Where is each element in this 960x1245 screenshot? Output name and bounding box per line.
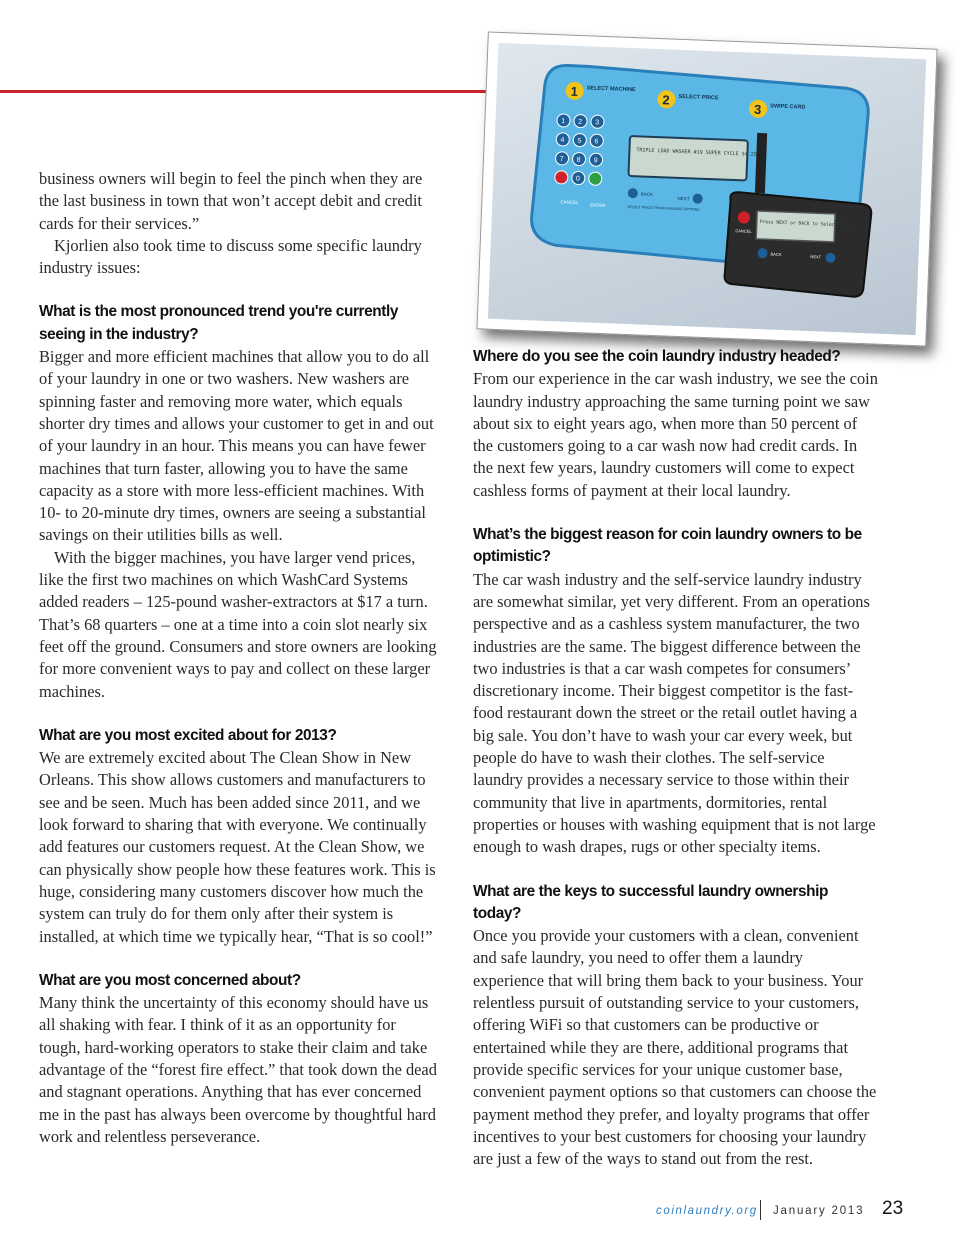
question-heading: What are you most concerned about? — [39, 971, 301, 989]
answer-paragraph: Many think the uncertainty of this economy should have us all shaking with fear. I think of it as an opportunity for tough, hard-working operators to stake their claim and take advantage of the “forest fire effect.” that took down the dead and stagnant operations. Anything that has ever concerned me in the past has always been overcome by thoughtful hard work and relentless perseverance. — [39, 993, 437, 1146]
answer-paragraph: Once you provide your customers with a clean, convenient and safe laundry, you need to offer them a laundry experience that will bring them back to your business. Your relentless pursuit of outstanding service to your customers, offering WiFi so that customers can be productive or entertained while they are there, additional programs that provide specific services for your unique customer base, convenient payment options so that customers can choose the payment method they prefer, and loyalty programs that offer incentives to your best customers for choosing your laundry are just a few of the ways to stand out from the rest. — [473, 926, 877, 1169]
card-terminal-illustration — [489, 43, 907, 314]
question-heading: What are you most excited about for 2013? — [39, 726, 337, 744]
keypad-key-label: 7 — [559, 155, 564, 164]
back-label: BACK — [640, 191, 654, 197]
paragraph: business owners will begin to feel the pinch when they are the last business in town that won’t accept debit and credit cards for their services.” — [39, 169, 423, 233]
keypad-key — [555, 171, 568, 184]
step-1-number: 1 — [570, 83, 579, 99]
photo-image — [488, 43, 926, 335]
step-1-label: SELECT MACHINE — [586, 85, 636, 94]
step-3-number: 3 — [753, 101, 762, 118]
answer-paragraph: From our experience in the car wash industry, we see the coin laundry industry approaching the same turning point we saw about six to eight years ago, when more than 50 percent of the customers going to a car wash now had credit cards. In the next few years, laundry customers will come to expect cashless forms of payment at their local laundry. — [473, 369, 878, 500]
keypad-key-label: 0 — [575, 175, 581, 183]
keypad-key-label: 9 — [593, 157, 598, 165]
answer-paragraph: We are extremely excited about The Clean Show in New Orleans. This show allows customers and manufacturers to see and be seen. Much has been added since 2011, and we look forward to sharing that with everyone. We continually add features our customers request. At the Clean Show, we can physically show people how these features work. This is huge, considering many customers discover how much the system can truly do for them only after their system is installed, at which time we typically hear, “That is so cool!” — [39, 748, 436, 946]
left-column — [39, 168, 439, 1148]
footer-issue-date: January 2013 — [773, 1205, 865, 1217]
question-heading: What is the most pronounced trend you're currently seeing in the industry? — [39, 303, 399, 343]
header-accent-rule — [0, 90, 540, 93]
keypad-key-label: 8 — [576, 156, 581, 164]
footer-divider — [760, 1200, 761, 1220]
footer-site-link[interactable]: coinlaundry.org — [656, 1205, 758, 1217]
reader-lcd-text: Press NEXT or BACK to Select Price — [759, 220, 854, 229]
answer-paragraph: The car wash industry and the self-service laundry industry are somewhat similar, yet very different. From an operations perspective and as a cashless system manufacturer, the two industries are the same. The biggest difference between the two industries is that a car wash competes for consumers’ discretionary income. Their biggest competitor is the fast-food restaurant down the street or the retail outlet having a big sale. You don’t have to wash your car every week, but people do have to wash their clothes. The self-service laundry provides a necessary service to those within their community that live in apartments, dormitories, rental properties or houses with washing equipment that is not large enough to wash drapes, rugs or other specialty items. — [473, 569, 876, 857]
main-lcd — [628, 136, 747, 181]
reader-next-label: NEXT — [810, 254, 822, 260]
right-column — [473, 346, 878, 1170]
keypad-key-label: 2 — [578, 118, 583, 126]
keypad-key-label: 1 — [561, 117, 566, 126]
answer-paragraph: Bigger and more efficient machines that allow you to do all of your laundry in one or two washers. New washers are spinning faster and removing more water, which equals shorter dry times and allows your customer to get in and out of your laundry in an hour. This means you can have fewer machines that turn faster, allowing you to have the same capacity as a store with more less-efficient machines. With 10- to 20-minute dry times, owners are seeing a substantial savings on their utilities bills as well. — [39, 347, 434, 545]
question-heading: What are the keys to successful laundry ownership today? — [473, 882, 829, 922]
step-2-number: 2 — [662, 92, 670, 108]
main-lcd-text: TRIPLE LOAD WASHER #19 SUPER CYCLE $4.25 — [636, 147, 757, 158]
question-heading: What’s the biggest reason for coin laundry owners to be optimistic? — [473, 526, 862, 566]
step-2-label: SELECT PRICE — [678, 93, 719, 102]
page-number: 23 — [882, 1198, 904, 1219]
keypad-key-label: 4 — [560, 136, 565, 145]
question-heading: Where do you see the coin laundry industry headed? — [473, 348, 841, 365]
reader-cancel-label: CANCEL — [735, 228, 752, 234]
hint-label: SELECT PRICE FROM AVAILABLE OPTIONS — [627, 204, 700, 212]
card-reader — [724, 192, 872, 297]
answer-paragraph: With the bigger machines, you have larger vend prices, like the first two machines on which WashCard Systems added readers – 125-pound washer-extractors at $17 a turn. That’s 68 quarters – one at a time into a coin slot nearly six feet off the ground. Consumers and store owners are looking for more convenient ways to pay and collect on these larger machines. — [39, 547, 437, 701]
product-photo — [476, 31, 937, 346]
cancel-key-label: CANCEL — [560, 199, 579, 206]
reader-back-label: BACK — [770, 251, 782, 257]
keypad-key-label: 3 — [595, 119, 600, 127]
keypad-key-label: 6 — [594, 138, 599, 146]
step-3-label: SWIPE CARD — [770, 103, 806, 111]
keypad-key — [589, 172, 602, 185]
enter-key-label: ENTER — [590, 202, 606, 209]
next-label: NEXT — [677, 195, 690, 202]
paragraph: Kjorlien also took time to discuss some specific laundry industry issues: — [39, 235, 422, 278]
keypad-key-label: 5 — [577, 137, 582, 145]
